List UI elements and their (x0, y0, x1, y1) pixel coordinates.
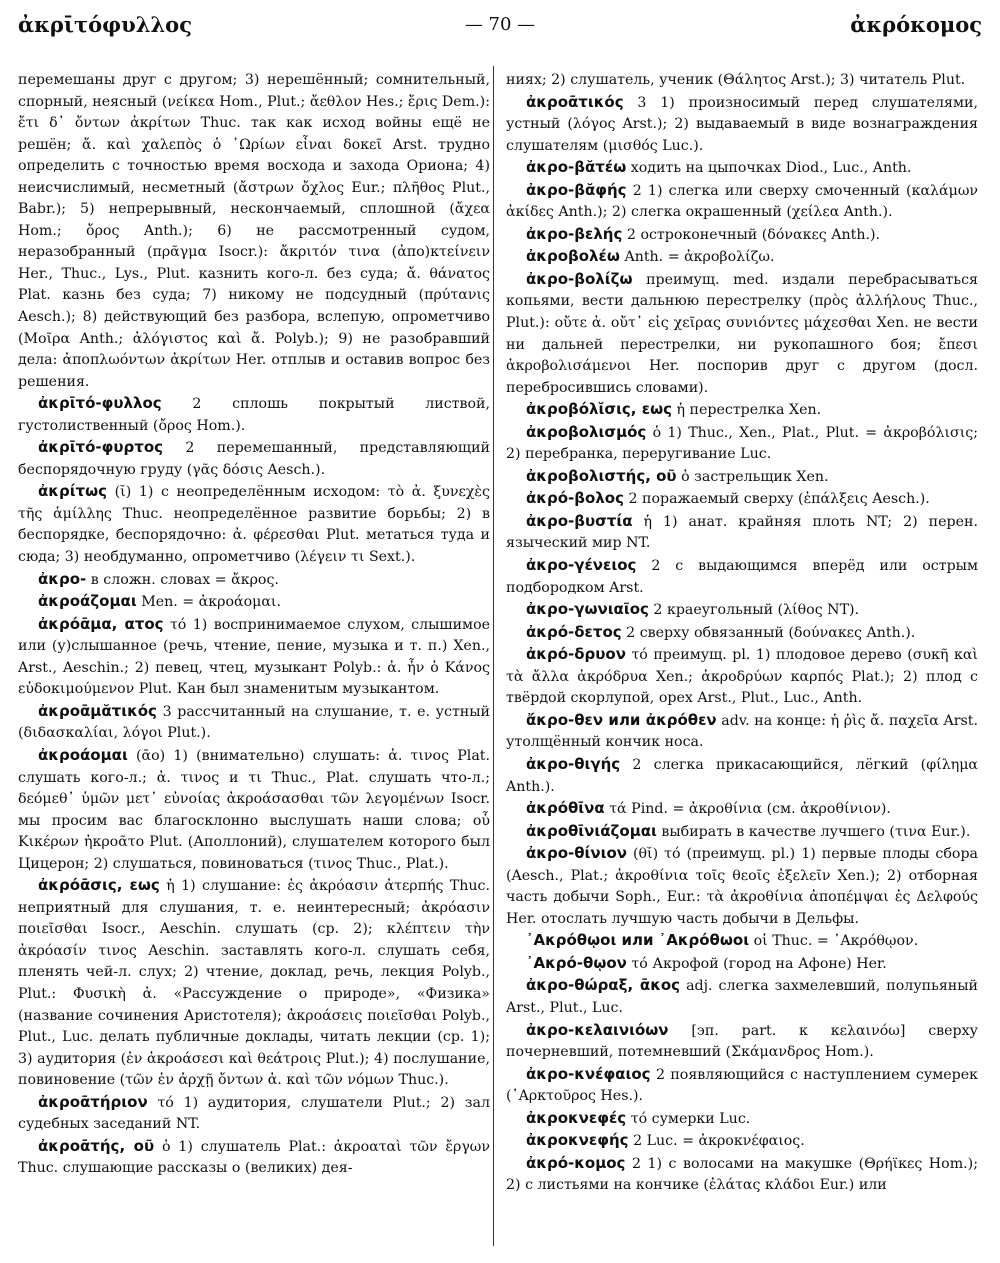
dictionary-entry (506, 399, 978, 422)
left-running-headword: ἀκρῑτόφυλλος (18, 12, 192, 37)
entry-definition: τό преимущ. pl. 1) плодовое дерево (συκῆ καὶ τὰ ἄλλα ἀκρόδρυα Xen.; ἀκροδρύων καρπός Plat.); 2) плод с твёрдой скорлупой, орех Arst., Plut., Luc., Anth. (506, 647, 978, 707)
entry-headword: ἀκρο-θίνιον (526, 844, 627, 863)
entry-definition: ἡ перестрелка Xen. (676, 402, 822, 419)
dictionary-entry (506, 1108, 978, 1131)
entry-definition: οἱ Thuc. = ᾿Ακρόθῳον. (753, 933, 919, 950)
entry-headword: ἀκρίτως (38, 482, 108, 501)
dictionary-entry (506, 821, 978, 844)
entry-definition: (ῐ) 1) с неопределённым исходом: τὸ ἀ. ξυνεχὲς τῆς ἁμίλλης Thuc. неопределённое развитие борьбы; 2) в беспорядке, беспорядочно: ἀ. φέρεσθαι Plut. метаться туда и сюда; 3) необдуманно, опрометчиво (λέγειν τι Sext.). (18, 484, 490, 566)
column-divider (493, 66, 494, 1246)
left-column (18, 70, 490, 1180)
dictionary-entry (506, 953, 978, 976)
entry-definition: ἡ 1) анат. крайняя плоть NT; 2) перен. языческий мир NT. (506, 513, 978, 552)
entry-definition: выбирать в качестве лучшего (τινα Eur.). (661, 823, 971, 840)
dictionary-entry (18, 591, 490, 614)
entry-definition: 2 краеугольный (λίθος NT). (653, 602, 860, 619)
entry-headword: ἀκρο-γένειος (526, 556, 637, 575)
dictionary-entry (506, 710, 978, 754)
entry-headword: ἀκρόᾱμα, ατος (38, 614, 164, 633)
dictionary-entry (506, 930, 978, 953)
entry-headword: ἀκρο-γωνιαῖος (526, 600, 649, 619)
dictionary-entry (506, 180, 978, 224)
entry-definition: 2 слегка прикасающийся, лёгкий (φίλημα Anth.). (506, 756, 978, 795)
entry-definition: ὁ 1) Thuc., Xen., Plat., Plut. = ἀκροβόλισις; 2) перебранка, переругивание Luc. (506, 424, 978, 463)
entry-definition: 2 перемешанный, представляющий беспорядочную груду (γᾶς δόσις Aesch.). (18, 440, 490, 478)
right-running-headword: ἀκρόκομος (850, 12, 982, 37)
entry-definition: (θῐ) τό (преимущ. pl.) 1) первые плоды сбора (Aesch., Plat.; ἀκροθίνια τοῖς θεοῖς ἐξελεῖν Xen.); 2) отборная часть добычи Soph., Eur.: τὰ ἀκροθίνια ἀποπέμψαι ἐς Δελφούς Her. отослать лучшую часть добычи в Дельфы. (506, 846, 978, 927)
dictionary-entry (506, 1153, 978, 1197)
entry-definition: τό 1) воспринимаемое слухом, слышимое или (у)слышанное (речь, чтение, пение, музыка и т. п.) Xen., Arst., Aeschin.; 2) певец, чтец, музыкант Polyb.: ἀ. ἦν ὁ Κάνος εὐδοκιμούμενον Plut. Кан был знаменитым музыкантом. (18, 616, 491, 698)
entry-headword: ἀκρόθῑνα (526, 799, 605, 818)
dictionary-entry (18, 437, 490, 481)
entry-headword: ἀκροᾱμᾰτικός (38, 701, 157, 720)
dictionary-entry (18, 70, 490, 393)
dictionary-entry (506, 224, 978, 247)
entry-definition: ходить на цыпочках Diod., Luc., Anth. (630, 160, 912, 177)
dictionary-entry (18, 1136, 490, 1180)
entry-definition: 2 сплошь покрытый листвой, густолиственный (ὄρος Hom.). (18, 396, 490, 434)
entry-headword: ἀκροᾱτήριον (38, 1092, 148, 1111)
dictionary-entry (506, 70, 978, 92)
entry-definition: 2 с выдающимся вперёд или острым подбородком Arst. (506, 558, 978, 596)
entry-headword: ἀκρο-βολίζω (526, 269, 633, 288)
dictionary-entry (506, 1064, 978, 1108)
entry-headword: ἄκρο-θεν или ἀκρόθεν (526, 710, 717, 729)
entry-definition: 2 1) слегка или сверху смоченный (καλάμων ἀκίδες Anth.); 2) слегка окрашенный (χείλεα Anth.). (506, 182, 979, 221)
entry-headword: ᾿Ακρό-θῳον (526, 953, 627, 972)
entry-headword: ἀκρο-θώραξ, ᾱκος (526, 976, 681, 995)
entry-definition: τό 1) аудитория, слушатели Plut.; 2) зал судебных заседаний NT. (18, 1094, 490, 1133)
dictionary-entry (506, 798, 978, 821)
dictionary-entry (18, 1092, 490, 1136)
entry-definition: [эп. part. к κελαινόω] сверху почерневший, потемневший (Σκάμανδρος Hom.). (506, 1022, 978, 1061)
entry-headword: ἀκρό-δετος (526, 622, 622, 641)
entry-headword: ἀκρο-βυστία (526, 511, 633, 530)
entry-definition: 2 1) с волосами на макушке (Θρήϊκες Hom.); 2) с листьями на кончике (ἐλάτας κλάδοι Eur.) или (506, 1155, 978, 1194)
entry-headword: ἀκροβόλῐσις, εως (526, 400, 673, 419)
entry-headword: ἀκρο-βᾰτέω (526, 158, 627, 177)
entry-definition: ὁ 1) слушатель Plat.: ἀκροαταὶ τῶν ἔργων Thuc. слушающие рассказы о (великих) дея- (18, 1138, 490, 1177)
entry-headword: ἀκρῑτό-φυρτος (38, 438, 164, 457)
entry-definition: ниях; 2) слушатель, ученик (Θάλητος Arst.); 3) читатель Plut. (506, 72, 966, 88)
entry-headword: ἀκροβολισμός (526, 422, 647, 441)
entry-definition: 2 остроконечный (δόνακες Anth.). (626, 226, 881, 243)
entry-definition: τό Акрофой (город на Афоне) Her. (631, 955, 887, 972)
dictionary-entry (506, 511, 978, 555)
dictionary-entry (506, 599, 978, 622)
dictionary-entry (506, 975, 978, 1019)
entry-definition: (ᾱο) 1) (внимательно) слушать: ἀ. τινος Plat. слушать кого-л.; ἀ. τινος и τι Thuc., Plat. слушать что-л.; δεόμεθ᾽ ὑμῶν μετ᾽ εὐνοίας ἀκροάσασθαι τῶν λεγομένων Isocr. мы просим вас благосклонно выслушать наши слова; οὗ Κικέρων ἠκροᾶτο Plut. (Аполлоний), слушателем которого был Цицерон; 2) слушаться, повиноваться (τινος Thuc., Plat.). (18, 747, 490, 872)
dictionary-entry (18, 701, 490, 745)
dictionary-entry (18, 481, 490, 568)
entry-headword: ἀκροβολιστής, οῦ (526, 466, 677, 485)
page-header (18, 12, 982, 42)
entry-headword: ἀκροκνεφές (526, 1108, 627, 1127)
entry-headword: ἀκρό-δρυον (526, 645, 626, 664)
dictionary-entry (506, 1130, 978, 1153)
entry-definition: τό сумерки Luc. (630, 1110, 751, 1127)
entry-headword: ἀκρό-κομος (526, 1153, 626, 1172)
page-number: — 70 — (464, 14, 536, 35)
entry-headword: ἀκροβολέω (526, 247, 620, 266)
entry-headword: ἀκρο-βελής (526, 224, 623, 243)
entry-definition: adj. слегка захмелевший, полупьяный Arst., Plut., Luc. (506, 978, 978, 1016)
dictionary-entry (506, 269, 978, 399)
entry-definition: в сложн. словах = ἄκρος. (90, 571, 279, 588)
entry-definition: преимущ. med. издали перебрасываться копьями, вести дальнюю перестрелку (πρὸς ἀλλήλους Thuc., Plut.): οὔτε ἀ. οὔτ᾽ εἰς χεῖρας συνιόντες μάχεσθαι Xen. не вести ни дальней перестрелки, ни рукопашного боя; ἔπεσι ἀκροβολισάμενοι Her. поспорив друг с другом (досл. перебросившись словами). (506, 271, 978, 396)
entry-definition: 2 появляющийся с наступлением сумерек (᾿Αρκτοῦρος Hes.). (506, 1066, 978, 1105)
entry-definition: τά Pind. = ἀκροθίνια (см. ἀκροθίνιον). (609, 801, 891, 818)
dictionary-entry (506, 466, 978, 489)
entry-definition: 3 1) произносимый перед слушателями, устный (λόγος Arst.); 2) выдаваемый в виде вознаграждения слушателям (μισθός Luc.). (506, 94, 978, 154)
entry-definition: ἡ 1) слушание: ἐς ἀκρόασιν ἀτερπής Thuc. неприятный для слушания, т. е. неинтересный; ἀκρόασιν ποιεῖσθαι Isocr., Aeschin. слушать (ср. 2); κλέπτειν τὴν ἀκρόασίν τινος Aeschin. заставлять кого-л. слушать себя, пленять чей-л. слух; 2) чтение, доклад, речь, лекция Polyb., Plut.: Φυσικὴ ἀ. «Рассуждение о природе», «Физика» (название сочинения Аристотеля); ἀκροάσεις ποιεῖσθαι Polyb., Plut., Luc. делать публичные доклады, читать лекции (ср. 1); 3) аудитория (ἐν ἀκροάσεσι καὶ θεάτροις Plut.); 4) послушание, повиновение (τῶν ἐν ἀρχῇ ὄντων ἀ. καὶ τῶν νόμων Thuc.). (18, 878, 490, 1089)
entry-definition: Men. = ἀκροάομαι. (141, 594, 281, 611)
dictionary-entry (506, 422, 978, 466)
entry-definition: 2 Luc. = ἀκροκνέφαιος. (633, 1133, 805, 1150)
entry-headword: ἀκρο-βᾰφής (526, 180, 627, 199)
right-column (506, 70, 978, 1197)
entry-headword: ἀκροθῑνιάζομαι (526, 821, 657, 840)
entry-headword: ἀκρο-κνέφαιος (526, 1064, 651, 1083)
entry-headword: ἀκρο- (38, 569, 87, 588)
entry-definition: 2 поражаемый сверху (ἐπάλξεις Aesch.). (628, 491, 930, 508)
dictionary-entry (18, 393, 490, 437)
entry-headword: ἀκροκνεφής (526, 1131, 629, 1150)
entry-headword: ᾿Ακρόθῳοι или ᾿Ακρόθωοι (526, 931, 750, 950)
dictionary-entry (506, 754, 978, 798)
entry-headword: ἀκρο-κελαινιόων (526, 1020, 669, 1039)
dictionary-entry (506, 555, 978, 599)
entry-headword: ἀκρό-βολος (526, 489, 624, 508)
dictionary-entry (18, 569, 490, 592)
entry-definition: Anth. = ἀκροβολίζω. (624, 249, 775, 266)
dictionary-entry (18, 745, 490, 875)
dictionary-entry (506, 92, 978, 158)
dictionary-entry (506, 644, 978, 710)
dictionary-entry (506, 1020, 978, 1064)
entry-headword: ἀκροᾱτικός (526, 92, 624, 111)
entry-headword: ἀκροάζομαι (38, 592, 137, 611)
dictionary-entry (18, 875, 490, 1091)
dictionary-entry (506, 488, 978, 511)
entry-definition: adv. на конце: ἡ ῥὶς ἄ. παχεῖα Arst. утолщённый кончик носа. (506, 712, 979, 751)
entry-headword: ἀκρο-θιγής (526, 754, 621, 773)
dictionary-entry (506, 843, 978, 930)
entry-definition: 3 рассчитанный на слушание, т. е. устный (διδασκαλίαι, λόγοι Plut.). (18, 703, 491, 742)
dictionary-entry (18, 614, 490, 701)
dictionary-entry (506, 157, 978, 180)
entry-headword: ἀκρόᾱσις, εως (38, 876, 160, 895)
entry-definition: перемешаны друг с другом; 3) нерешённый; сомнительный, спорный, неясный (νείκεα Hom., Plut.; ἄεθλον Hes.; ἔρις Dem.): ἔτι δ᾽ ὄντων ἀκρίτων Thuc. так как исход войны ещё не решён; ἄ. καὶ χαλεπὸς ὁ ᾿Ωρίων εἶναι δοκεῖ Arst. трудно определить с точностью время восхода и захода Ориона; 4) неисчислимый, несметный (ἄστρων ὄχλος Eur.; πλῆθος Plut., Babr.); 5) непрерывный, нескончаемый, сплошной (ἄχεα Hom.; ὄρος Anth.); 6) не рассмотренный судом, неразобранный (πρᾶγμα Isocr.): ἄκριτόν τινα (ἀπο)κτείνειν Her., Thuc., Lys., Plut. казнить кого-л. без суда; ἄ. θάνατος Plat. казнь без суда; 7) никому не подсудный (πρύτανις Aesch.); 8) действующий без разбора, вслепую, опрометчиво (Μοῖρα Anth.; ἀλόγιστος καὶ ἄ. Polyb.); 9) не разобравший дела: ἀποπλωόντων ἀκρίτων Her. отплыв и оставив вопрос без решения. (18, 72, 490, 390)
entry-definition: ὁ застрельщик Xen. (681, 468, 829, 485)
dictionary-entry (506, 622, 978, 645)
entry-definition: 2 сверху обвязанный (δούνακες Anth.). (626, 624, 916, 641)
entry-headword: ἀκροᾱτής, οῦ (38, 1136, 155, 1155)
entry-headword: ἀκρῑτό-φυλλος (38, 394, 162, 413)
entry-headword: ἀκροάομαι (38, 745, 128, 764)
dictionary-entry (506, 246, 978, 269)
